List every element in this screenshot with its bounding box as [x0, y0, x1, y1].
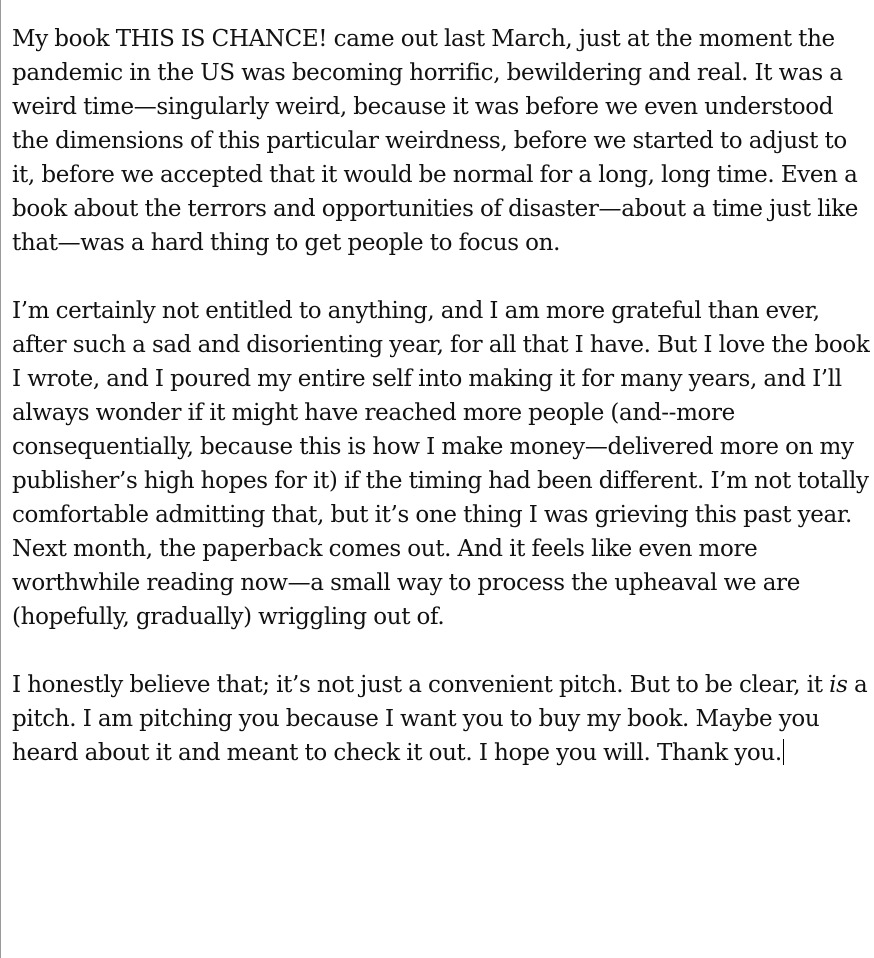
- left-margin-rule: [0, 0, 1, 958]
- paragraph-text: I honestly believe that; it’s not just a convenient pitch. But to be clear, it: [12, 672, 830, 698]
- paragraph-text: a pitch. I am pitching you because I want you to buy my book. Maybe you heard about it and meant to check it out. I hope you will. Thank you.: [12, 672, 868, 766]
- paragraph[interactable]: [12, 668, 870, 770]
- paragraph[interactable]: My book THIS IS CHANCE! came out last March, just at the moment the pandemic in the US was becoming horrific, bewildering and real. It was a weird time—singularly weird, because it was before we even understood the dimensions of this particular weirdness, before we started to adjust to it, before we accepted that it would be normal for a long, long time. Even a book about the terrors and opportunities of disaster—about a time just like that—was a hard thing to get people to focus on.: [12, 26, 859, 256]
- document-body[interactable]: [12, 22, 870, 804]
- paragraph[interactable]: I’m certainly not entitled to anything, and I am more grateful than ever, after such a sad and disorienting year, for all that I have. But I love the book I wrote, and I poured my entire self into making it for many years, and I’ll always wonder if it might have reached more people (and--more consequentially, because this is how I make money—delivered more on my publisher’s high hopes for it) if the timing had been different. I’m not totally comfortable admitting that, but it’s one thing I was grieving this past year. Next month, the paperback comes out. And it feels like even more worthwhile reading now—a small way to process the upheaval we are (hopefully, gradually) wriggling out of.: [12, 298, 870, 630]
- emphasis-text: is: [829, 672, 848, 698]
- text-caret: [783, 739, 784, 765]
